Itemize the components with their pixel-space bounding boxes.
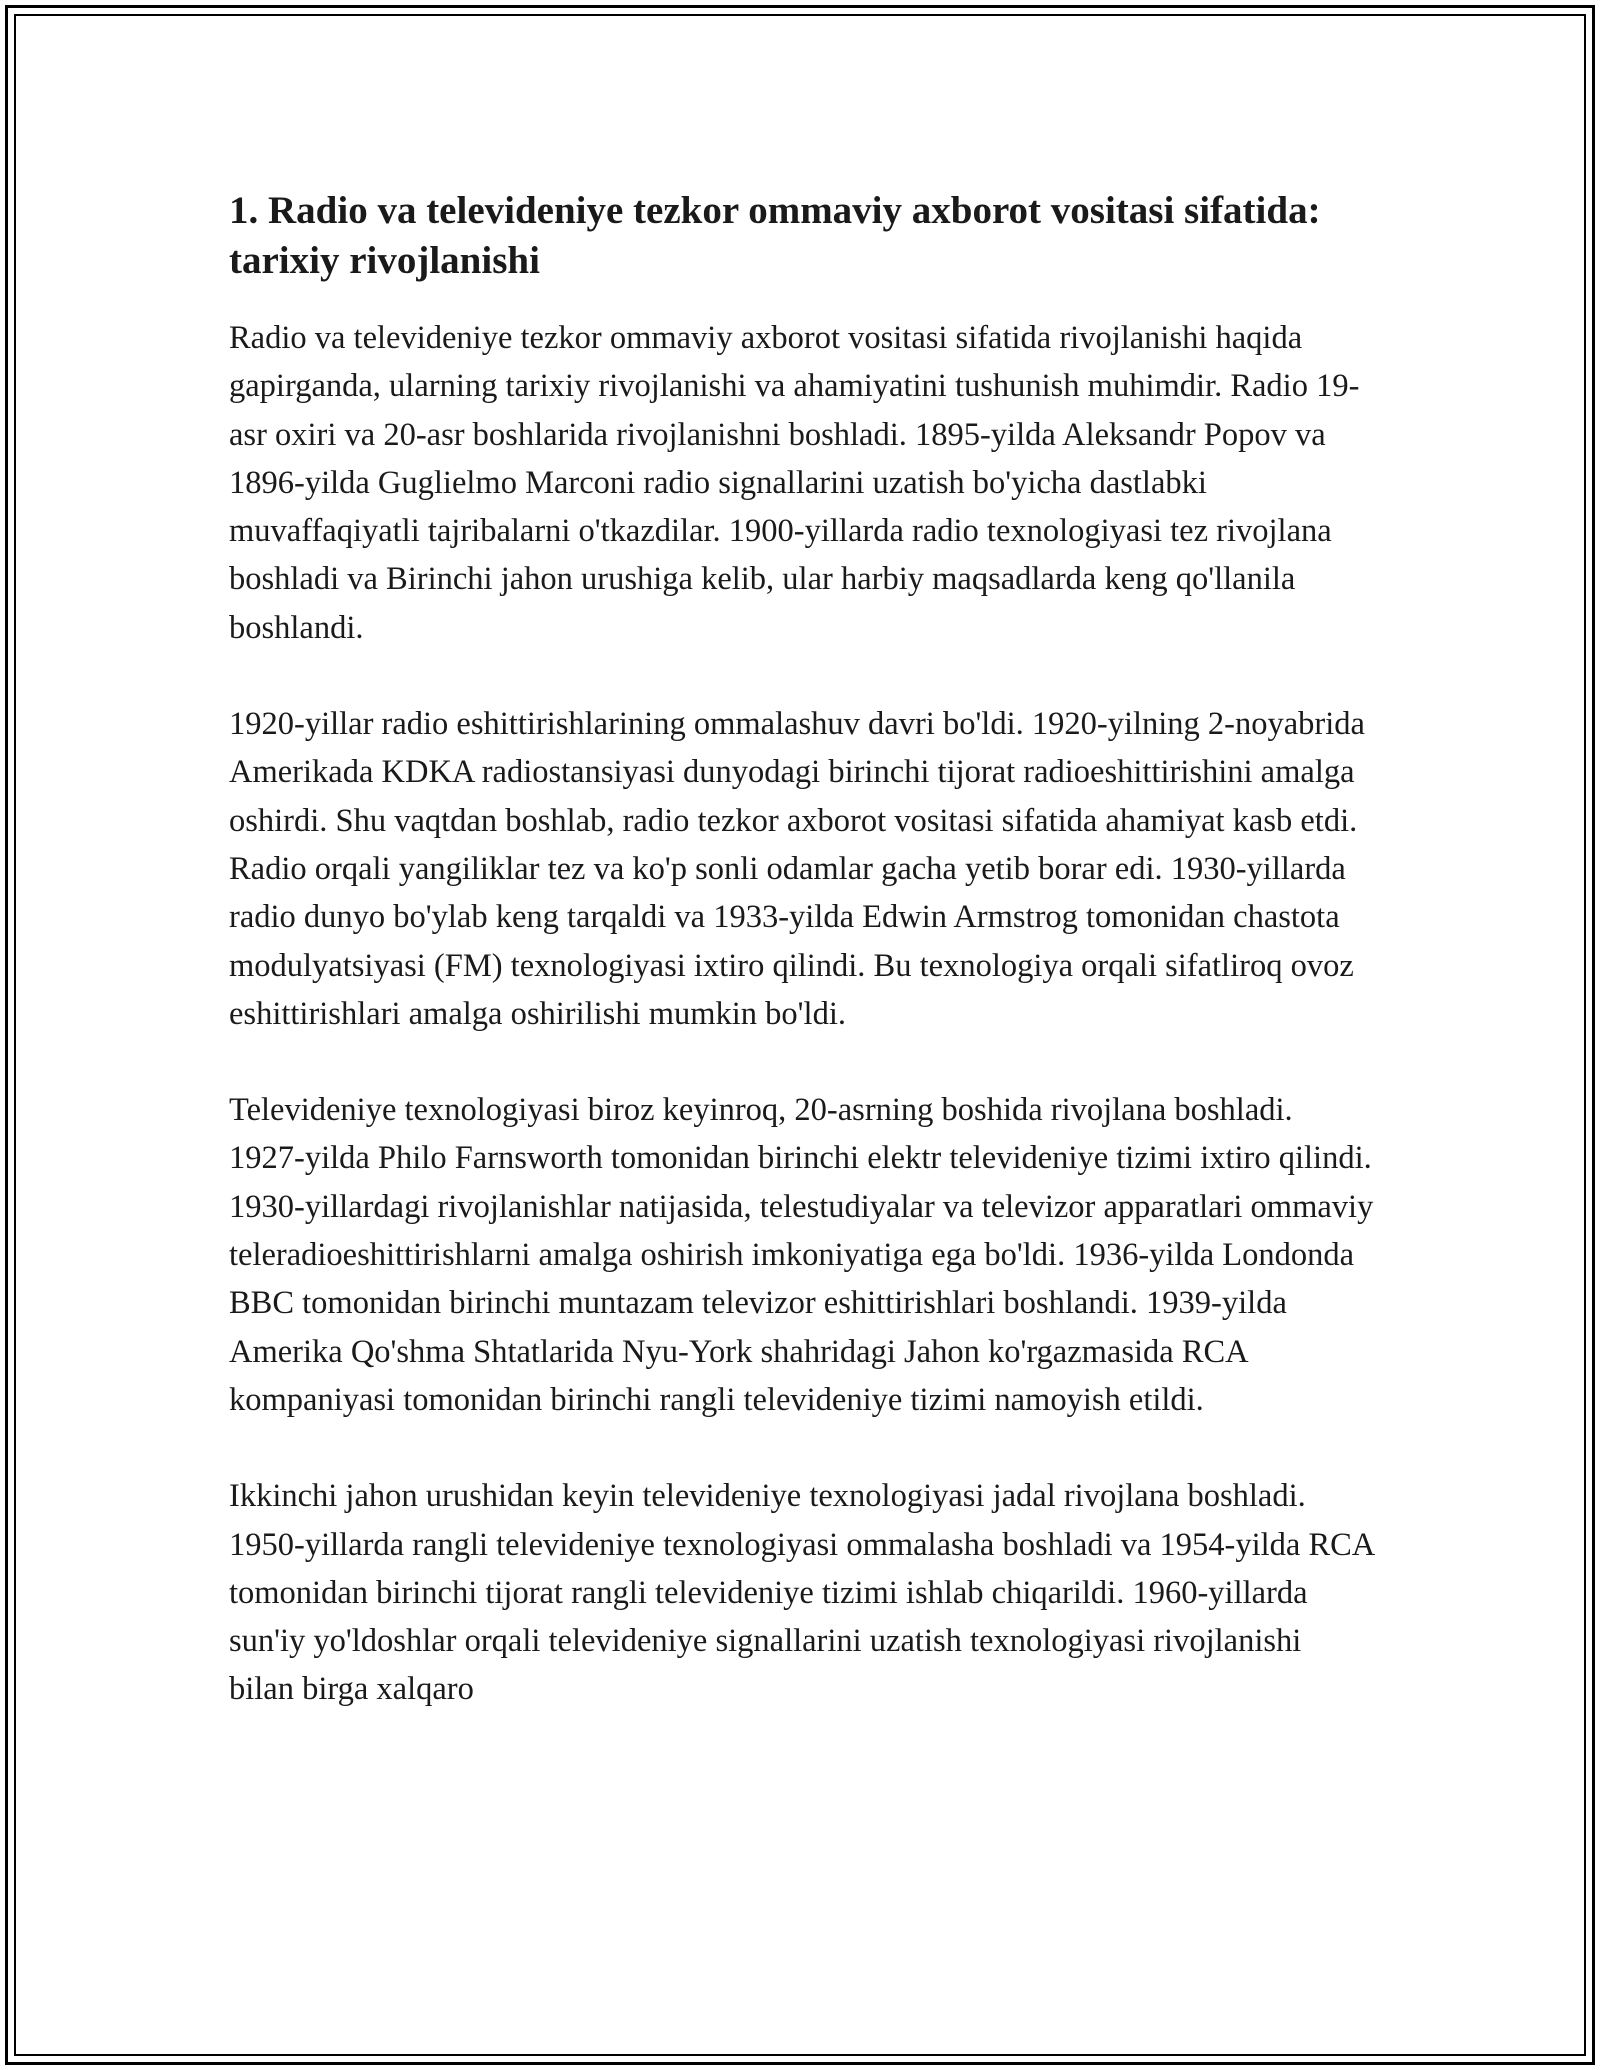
paragraph-4: Ikkinchi jahon urushidan keyin televideniye texnologiyasi jadal rivojlana boshladi. 1950-yillarda rangli televideniye texnologiyasi ommalasha boshladi va 1954-yilda RCA tomonidan birinchi tijorat rangli televideniye tizimi ishlab chiqarildi. 1960-yillarda sun'iy yo'ldoshlar orqali televideniye signallarini uzatish texnologiyasi rivojlanishi bilan birga xalqaro — [229, 1478, 1374, 1708]
document-body — [229, 186, 1374, 1762]
paragraph-1: Radio va televideniye tezkor ommaviy axborot vositasi sifatida rivojlanishi haqida gapirganda, ularning tarixiy rivojlanishi va ahamiyatini tushunish muhimdir. Radio 19-asr oxiri va 20-asr boshlarida rivojlanishni boshladi. 1895-yilda Aleksandr Popov va 1896-yilda Guglielmo Marconi radio signallarini uzatish bo'yicha dastlabki muvaffaqiyatli tajribalarni o'tkazdilar. 1900-yillarda radio texnologiyasi tez rivojlana boshladi va Birinchi jahon urushiga kelib, ular harbiy maqsadlarda keng qo'llanila boshlandi. — [229, 320, 1360, 646]
paragraph-2: 1920-yillar radio eshittirishlarining ommalashuv davri bo'ldi. 1920-yilning 2-noyabrida Amerikada KDKA radiostansiyasi dunyodagi birinchi tijorat radioeshittirishini amalga oshirdi. Shu vaqtdan boshlab, radio tezkor axborot vositasi sifatida ahamiyat kasb etdi. Radio orqali yangiliklar tez va ko'p sonli odamlar gacha yetib borar edi. 1930-yillarda radio dunyo bo'ylab keng tarqaldi va 1933-yilda Edwin Armstrog tomonidan chastota modulyatsiyasi (FM) texnologiyasi ixtiro qilindi. Bu texnologiya orqali sifatliroq ovoz eshittirishlari amalga oshirilishi mumkin bo'ldi. — [229, 706, 1365, 1032]
paragraph-3: Televideniye texnologiyasi biroz keyinroq, 20-asrning boshida rivojlana boshladi. 1927-yilda Philo Farnsworth tomonidan birinchi elektr televideniye tizimi ixtiro qilindi. 1930-yillardagi rivojlanishlar natijasida, telestudiyalar va televizor apparatlari ommaviy teleradioeshittirishlarni amalga oshirish imkoniyatiga ega bo'ldi. 1936-yilda Londonda BBC tomonidan birinchi muntazam televizor eshittirishlari boshlandi. 1939-yilda Amerika Qo'shma Shtatlarida Nyu-York shahridagi Jahon ko'rgazmasida RCA kompaniyasi tomonidan birinchi rangli televideniye tizimi namoyish etildi. — [229, 1092, 1374, 1418]
section-heading: 1. Radio va televideniye tezkor ommaviy axborot vositasi sifatida: tarixiy rivojlanishi — [229, 189, 1321, 282]
